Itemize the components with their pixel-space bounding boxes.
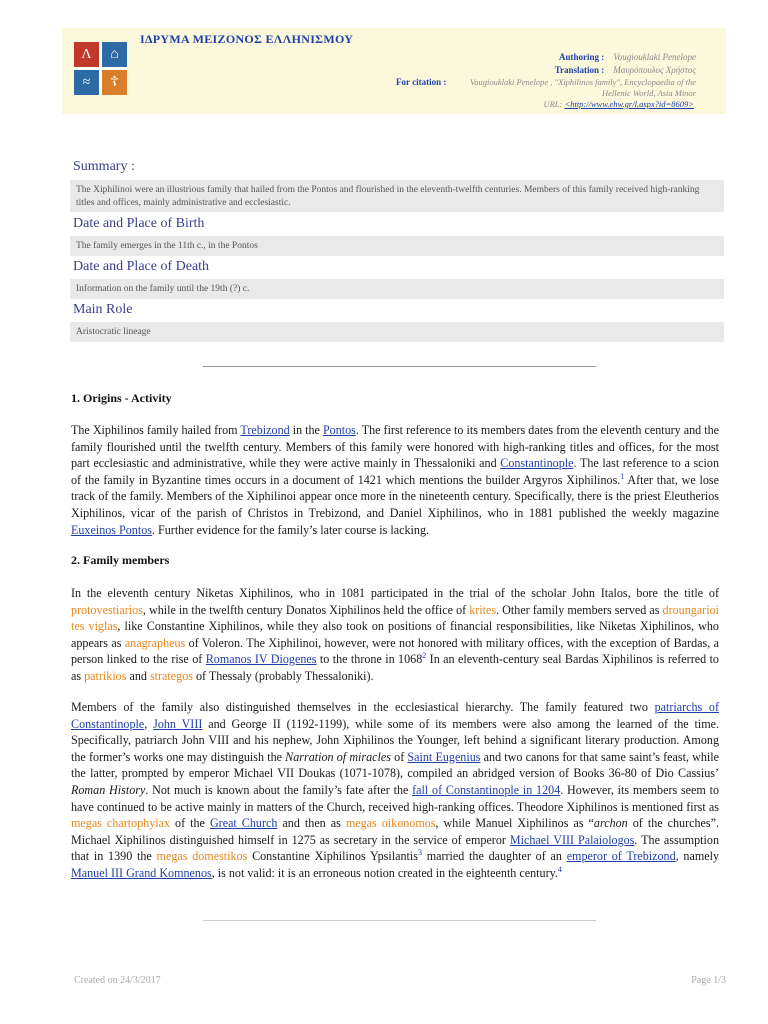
summary-box: The Xiphilinoi were an illustrious family that hailed from the Pontos and flourished in the eleventh-twelfth centuries. Members of this family received high-ranking titles and offices, mainly administrative and ecclesiastic. <box>70 180 724 212</box>
paragraph-origins <box>71 422 719 538</box>
link-constantinople[interactable]: Constantinople <box>500 456 574 471</box>
text-span: , <box>144 716 154 731</box>
italic-roman-history: Roman History <box>71 782 146 797</box>
logo-quadrant-1: Λ <box>74 42 99 67</box>
text-span: Constantine Xiphilinos Ypsilantis <box>247 849 418 864</box>
document-header <box>62 28 726 114</box>
term-anagrapheus[interactable]: anagrapheus <box>124 635 186 650</box>
link-pontos[interactable]: Pontos <box>322 423 356 437</box>
authoring-value: Vougiouklaki Penelope <box>613 52 696 62</box>
text-span: , namely <box>675 849 720 864</box>
term-megas-oikonomos[interactable]: megas oikonomos <box>345 816 436 831</box>
birth-heading: Date and Place of Birth <box>73 216 205 231</box>
text-span: and two canons for that same saint’s feast, while the latter, prompted by emperor Michael VII Doukas (1071-1078), compiled an abridged version of Books 36-80 of Dio Cassius’ <box>71 749 719 781</box>
text-span: , while in the twelfth century Donatos Xiphilinos held the office of <box>142 602 470 617</box>
main-role-heading: Main Role <box>73 302 133 317</box>
text-span: . Not much is known about the family’s fate after the <box>145 782 413 797</box>
footer-created: Created on 24/3/2017 <box>74 975 161 986</box>
term-strategos[interactable]: strategos <box>149 668 193 683</box>
text-span: , while Manuel Xiphilinos as “ <box>435 816 594 831</box>
citation-text: Vougiouklaki Penelope , "Xiphilinos family", Encyclopaedia of the Hellenic World, Asia Minor <box>470 77 696 98</box>
text-span: of the churches”. Michael Xiphilinos distinguished himself in 1275 as secretary in the service of emperor <box>71 816 719 847</box>
text-span: of Voleron. The Xiphilinoi, however, were not honored with military offices, with the exception of Bardas, a person linked to the rise of <box>71 635 719 667</box>
logo-quadrant-4: ☦ <box>102 70 127 95</box>
footnote-ref-4[interactable]: 4 <box>557 864 562 874</box>
link-great-church[interactable]: Great Church <box>209 816 278 831</box>
text-span: in the <box>289 423 323 437</box>
authoring-row <box>559 52 696 62</box>
text-span: . The first reference to its members dates from the eleventh century and the family flourished until the twelfth century. Members of this family were honored with high-ranking titles and offices, for the most part ecclesiastic and administrative, while they were active mainly in Thessaloniki and <box>71 423 720 471</box>
link-fall-1204[interactable]: fall of Constantinople in 1204 <box>412 782 561 797</box>
text-span: After that, we lose track of the family. Members of the Xiphilinoi appear once more in the nineteenth century. Specifically, there is the priest Eleutherios Xiphilinos, vicar of the parish of Christos in Trebizond, and Daniel Xiphilinos, who in 1881 published the weekly magazine <box>71 472 720 520</box>
italic-narration: Narration of miracles <box>285 749 391 764</box>
term-megas-chartophylax[interactable]: megas chartophylax <box>71 816 171 831</box>
death-heading: Date and Place of Death <box>73 259 210 274</box>
text-span: In an eleventh-century seal Bardas Xiphilinos is referred to as <box>71 652 719 683</box>
text-span: . The last reference to a scion of the family in Byzantine times occurs in a document of 1421 which mentions the builder Argyros Xiphilinos. <box>71 456 719 487</box>
authoring-label: Authoring : <box>559 52 605 62</box>
link-john-viii[interactable]: John VIII <box>153 716 203 731</box>
summary-heading: Summary : <box>73 159 135 174</box>
ehw-logo <box>74 42 127 95</box>
term-protovestiarios[interactable]: protovestiarios <box>71 602 143 617</box>
text-span: and George II (1192-1199), while some of its members were also among the learned of the time. Specifically, patriarch John VIII and his nephew, John Xiphilinos the Younger, left behind a significant literary production. Among the former’s works one may distinguish the <box>71 716 720 764</box>
text-span: to the throne in 1068 <box>316 652 423 667</box>
text-span: married the daughter of an <box>421 849 567 864</box>
footnote-ref-3[interactable]: 3 <box>417 848 422 858</box>
text-span: . Other family members served as <box>496 602 663 617</box>
text-span: In the eleventh century Niketas Xiphilinos, who in 1081 participated in the trial of the scholar John Italos, bore the title of <box>71 586 719 600</box>
term-patrikios[interactable]: patrikios <box>84 668 127 683</box>
text-span: . The assumption that in 1390 the <box>71 832 719 864</box>
text-span: . However, its members seem to have continued to be active mainly in matters of the Church, received high-ranking offices. Theodore Xiphilinos is mentioned first as <box>71 782 719 814</box>
citation-label: For citation : <box>396 77 447 87</box>
heading-family-members: 2. Family members <box>71 553 170 567</box>
text-span: , is not valid: it is an erroneous notion created in the eighteenth century. <box>211 865 558 880</box>
paragraph-family-members <box>71 585 719 685</box>
term-megas-domestikos[interactable]: megas domestikos <box>156 849 248 864</box>
text-span: and <box>126 668 150 683</box>
citation-url-link[interactable]: <http://www.ehw.gr/l.aspx?id=8609> <box>564 99 694 109</box>
link-euxeinos-pontos[interactable]: Euxeinos Pontos <box>71 522 152 537</box>
birth-box: The family emerges in the 11th c., in the Pontos <box>70 236 724 256</box>
text-span: . Further evidence for the family’s later course is lacking. <box>151 522 430 537</box>
divider-bottom <box>203 920 596 921</box>
link-patriarchs[interactable]: patriarchs of Constantinople <box>71 700 719 731</box>
footnote-ref-1[interactable]: 1 <box>620 471 625 481</box>
text-span: of <box>390 749 408 764</box>
death-box: Information on the family until the 19th (?) c. <box>70 279 724 299</box>
footnote-ref-2[interactable]: 2 <box>422 651 427 661</box>
org-title: ΙΔΡΥΜΑ ΜΕΙΖΟΝΟΣ ΕΛΛΗΝΙΣΜΟΥ <box>140 32 354 46</box>
link-trebizond[interactable]: Trebizond <box>240 423 290 437</box>
citation-row <box>396 77 446 87</box>
main-role-box: Aristocratic lineage <box>70 322 724 342</box>
link-saint-eugenius[interactable]: Saint Eugenius <box>407 749 481 764</box>
text-span: and then as <box>277 816 346 831</box>
text-span: of Thessaly (probably Thessaloniki). <box>192 668 374 683</box>
paragraph-ecclesiastical <box>71 699 719 882</box>
link-romanos-iv[interactable]: Romanos IV Diogenes <box>205 652 317 667</box>
logo-quadrant-3: ≈ <box>74 70 99 95</box>
citation-url-row <box>543 99 694 109</box>
text-span: , like Constantine Xiphilinos, while they also took on positions of financial responsibilities, like Niketas Xiphilinos, who appears as <box>71 619 719 650</box>
url-label: URL: <box>543 99 563 109</box>
text-span: of the <box>170 816 210 831</box>
italic-archon: archon <box>593 816 628 831</box>
translation-label: Translation : <box>554 65 605 75</box>
text-span: Members of the family also distinguished themselves in the ecclesiastical hierarchy. The family featured two <box>71 700 655 714</box>
link-michael-viii[interactable]: Michael VIII Palaiologos <box>509 832 635 847</box>
text-span: The Xiphilinos family hailed from <box>71 423 241 437</box>
divider-top <box>203 366 596 367</box>
link-manuel-iii[interactable]: Manuel III Grand Komnenos <box>71 865 212 880</box>
translation-row <box>555 65 696 75</box>
term-droungarioi[interactable]: droungarioi tes viglas <box>71 602 719 634</box>
link-emperor-trebizond[interactable]: emperor of Trebizond <box>566 849 676 864</box>
translation-value: Μαυρόπουλος Χρήστος <box>613 65 696 75</box>
footer-page-number: Page 1/3 <box>691 975 726 986</box>
heading-origins: 1. Origins - Activity <box>71 391 172 405</box>
term-krites[interactable]: krites <box>469 602 497 617</box>
logo-quadrant-2: ⌂ <box>102 42 127 67</box>
